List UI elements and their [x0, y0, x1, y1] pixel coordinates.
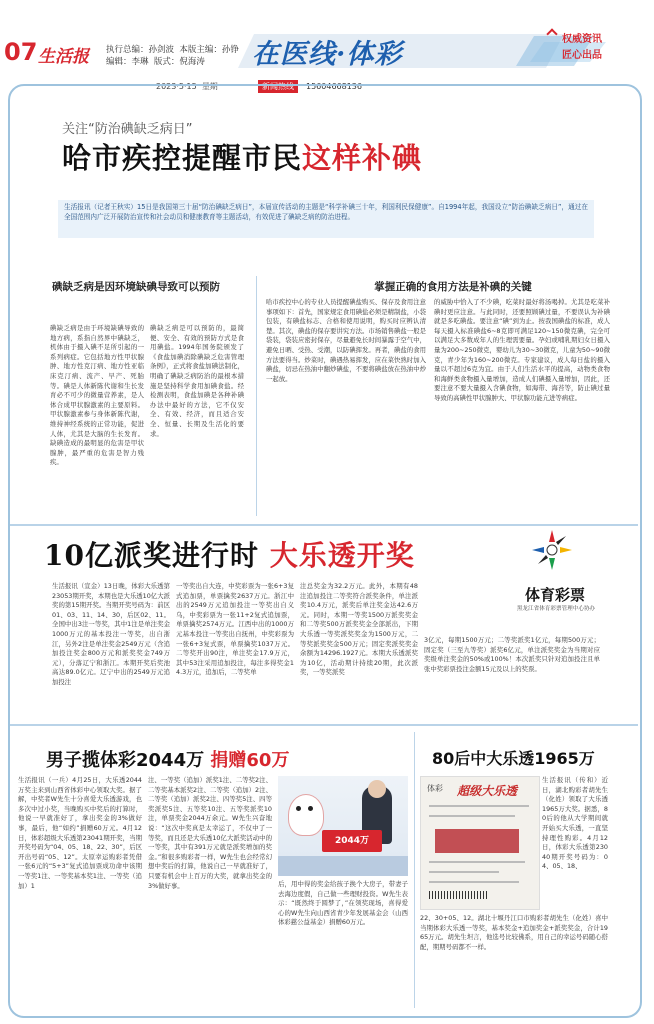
article4-headline: 80后中大乐透1965万 [432, 749, 595, 768]
article3-col-2: 注、一等奖（追加）派奖1注、二等奖2注、二等奖基本派奖2注、二等奖（追加）2注、二等奖（追加）派奖2注、四等奖5注、四等奖派奖5注、五等奖10注、五等奖派奖10注，单票奖金2044万余元。W先生兴奋地说：“这次中奖真是太幸运了，不仅中了一等奖，而且还是大乐透10亿大派奖活动中的一等奖，其中有391万元就是派奖增加的奖金。”和很多购彩者一样，W先生也会经常幻想中奖后的打算，他说自己一早就准好了，只要有机会中上百万的大奖，就拿出奖金的3%做好事。 [148, 776, 272, 890]
lottery-logo-sub: 黑龙江省体育彩票管理中心协办 [516, 606, 596, 612]
article1-subhead-2: 掌握正确的食用方法是补碘的关键 [374, 281, 532, 293]
ticket-line-1 [429, 805, 529, 807]
lottery-ticket-photo [420, 776, 540, 910]
slogan-1: 权威资讯 [562, 34, 602, 45]
prize-check: 2044万 [322, 830, 382, 852]
editor-line-1: 执行总编：孙剑波 本版主编：孙铮 [106, 45, 239, 55]
section-title: 在医线·体彩 [252, 39, 403, 70]
mascot-eye-right [308, 806, 313, 811]
winner-photo [278, 776, 408, 876]
article4-col-1: 生活报讯（传和）近日，湖北购彩者胡先生（化姓）领取了大乐透1965万大奖。据悉，80后的他从大学期间就开始买大乐透，一直坚持理性购彩。4月12日，体彩大乐透第23040期开奖号码为：04、05、18、 [542, 776, 608, 871]
article2-col-1: 生活报讯（宣金）13日晚，体彩大乐透第23053期开奖，本期也是大乐透10亿大派奖的第15期开奖。当期开奖号码为：前区01、03、11、14、30，后区02、11。全国中出3注一等奖，其中1注是单注奖金1000万元的基本投注一等奖，出自浙江，另外2注是单注奖金2549万元（含追加投注奖金800万元和派奖奖金749万元），分落辽宁和浙江。本期开奖后奖池高达89.0亿元。辽宁中出的2549万元追加投注 [52, 582, 170, 686]
section-divider-2 [10, 724, 638, 726]
article3-divider [414, 732, 415, 1008]
article1-kicker: 关注“防治碘缺乏病日” [62, 122, 193, 137]
article1-col-1: 碘缺乏病是由于环境缺碘导致的地方病，系指自然界中碘缺乏，机体由于摄入碘不足所引起的一系列病症。它包括地方性甲状腺肿、地方性克汀病、地方性亚临床克汀病、流产、早产、死胎等。碘是人体新陈代谢和生长发育必不可少的微量营养素，是人体合成甲状腺激素的主要原料。甲状腺激素参与身体新陈代谢，维持神经系统的正常功能，促进人体，尤其是大脑的生长发育。缺碘造成的最明显的危害是甲状腺肿，最严重的危害是智力残疾。 [50, 324, 144, 467]
article3-col-1: 生活报讯（一兵）4月25日，大乐透2044万奖主来到山西省体彩中心领取大奖。据了解，中奖者W先生十分喜爱大乐透游戏，也多次中过小奖，当晚购买中奖后的打算时，他说一早就准好了，拿出奖金的3%做好事，最后，他“如约”捐赠60万元。4月12日，体彩超级大乐透第23041期开奖，当期开奖号码为“04、05、18、22、30”，后区开出号码“05、12”。太原幸运购彩者凭借一张6元的“5+3”复式追加票成功命中该期一等奖1注、一等奖基本奖1注、一等奖（追加）1 [18, 776, 142, 890]
lottery-logo-icon [530, 528, 574, 578]
article1-col-2: 碘缺乏病是可以预防的，最简便、安全、有效的预防方式是食用碘盐。1994年国务院颁发了《食盐加碘消除碘缺乏危害管理条例》，正式将食盐加碘法制化，明确了碘缺乏病防治的最根本措施是坚持科学食用加碘食盐。经检测表明，食盐加碘是各种补碘办法中最好的方法，它不仅安全、有效、经济，而且适合安全、恒量、长期及生活化的要求。 [150, 324, 244, 438]
newspaper-name: 生活报 [38, 47, 89, 67]
date-line: 2023·5·15 星期一 [156, 82, 226, 91]
editor-line-2: 编辑：李琳 版式：倪海涛 [106, 57, 205, 67]
article2-headline: 10亿派奖进行时 大乐透开奖 [44, 539, 415, 572]
section-divider-1 [10, 524, 638, 526]
article1-divider [256, 276, 257, 516]
hotline-number: 15604668136 [306, 82, 362, 91]
article3-headline: 男子揽体彩2044万 捐赠60万 [46, 750, 290, 771]
ticket-line-5 [429, 881, 519, 883]
article4-col-2: 22、30+05、12。湖北十堰丹江口市购彩者胡先生（化姓）喜中当期体彩大乐透一等奖，基本奖金+追加奖金+派奖奖金，合计1965万元。胡先生坦言，他选号比较佛系，用自己的幸运号码随心搭配，期期号码都不一样。 [420, 914, 608, 951]
article1-col-4: 的威胁中恰入了不少碘，吃菜时最好将汤喝掉。尤其是吃菜补碘时更应注意。与此同时，还要照顾碘过量，不要误认为补碘就是多吃碘盐。要注意“碘”到为止。按我国碘盐的标准，成人每天摄入标准碘盐6~8克即可满足120~150微克碘，完全可以满足大多数成年人的生理需要量。孕妇或哺乳期妇女日摄入量为200~250微克，婴幼儿为30~30微克，儿童为50~90微克，青少年为160~200微克。专家建议，成人每日盐的摄入量以不超过6克为宜。由于人们生活水平的提高，动物类食物和海鲜类食物摄入量增加，造成人们碘摄入量增加，因此，还要注意不要大量摄入含碘食物，如海带、海苔等，防止碘过量导致的高碘性甲状腺肿大、甲状腺功能亢进等病症。 [434, 298, 610, 402]
article2-col-3: 注总奖金为32.2万元。此外，本期有48注追加投注二等奖符合派奖条件，单注派奖10.4万元，派奖后单注奖金达42.6万元。同时，本期一等奖1500万派奖奖金和二等奖500万派奖奖金全部派出，下期大乐透一等奖派奖奖金为1500万元，二等奖派奖奖金500万元；固定奖派奖奖金余额为14296.1927元。本期大乐透派奖为10亿，活动期计持续20期，此次派奖，一等奖派奖 [300, 582, 418, 677]
ticket-corner-text: 体彩 [427, 784, 443, 793]
mascot-eye-left [296, 806, 301, 811]
lottery-logo-text: 体育彩票 [524, 586, 585, 604]
article3-col-3: 后，用中得的奖金给孩子换个大房子，带妻子去海边度假，自己做一些理财投资。W先生表示：“既然终于圆梦了，”在领奖现场，喜得爱心的W先生向山西省青少年发展基金会（山西体彩慈公益基金）捐赠60万元。 [278, 880, 408, 927]
article1-lead: 生活报讯（记者王秋实）15日是我国第三十届“防治碘缺乏病日”，本届宣传活动的主题是“科学补碘三十年，利国利民保健康”。自1994年起，我国设立“防治碘缺乏病日”，通过在全国范围内广泛开展防治宣传和社会动员和健康教育等主题活动，有效促进了碘缺乏病的防治进程。 [58, 200, 594, 238]
ticket-line-3 [429, 861, 525, 863]
slogan-2: 匠心出品 [562, 50, 602, 61]
article1-headline: 哈市疾控提醒市民这样补碘 [62, 141, 423, 175]
article2-col-2: 一等奖出自大连，中奖彩票为一张6+3复式追加票，单票擒奖2637万元。浙江中出的2549万元追加投注一等奖出自义乌，中奖彩票为一张11+2复式追加票，单票擒奖2574万元。江西中出的1000万元基本投注一等奖出自抚州，中奖彩票为一张6+3复式票，单票擒奖1037万元。二等奖开出90注，单注奖金17.9万元，其中53注采用追加投注，每注多得奖金14.3万元，追加后，二等奖单 [176, 582, 294, 677]
ticket-line-4 [429, 871, 499, 873]
photo-floor [278, 856, 408, 876]
ticket-title: 超级大乐透 [457, 784, 518, 798]
page-number: 07 [4, 38, 38, 66]
article1-subhead-1: 碘缺乏病是因环境缺碘导致可以预防 [52, 281, 220, 293]
article1-col-3: 哈市疾控中心的专业人员提醒碘盐购买、保存及食用注意事项如下：首先，国家规定食用碘盐必须是精制盐，小袋包装，有碘盐标志、合格和使用说明，购买时应辨认清楚。其次，碘盐的保存要讲究方法。市场销售碘盐一般是袋装，袋装应密封保存，尽量避免长时间暴露于空气中，避免日晒、受热、受潮，以防碘挥发。再者，碘盐的食用方法要得当。炒菜时，碘遇热易挥发，应在菜快熟时加入碘盐，切忌在热油中翻炒碘盐，不要将碘盐放在热油中炒一起放。 [266, 298, 426, 383]
article2-col-4: 3亿元，每期1500万元；二等奖派奖1亿元，每期500万元；固定奖（三至九等奖）派奖6亿元，单注派奖奖金为当期对应奖级单注奖金的50%或100%！本次派奖只针对追加投注且单张中奖彩票投注金额15元及以上的奖票。 [424, 636, 600, 673]
ticket-line-2 [429, 815, 515, 817]
ticket-stamp [435, 829, 519, 853]
person-head [368, 780, 386, 798]
ticket-barcode [429, 891, 489, 899]
hotline-label: 新闻热线 [258, 80, 298, 93]
mascot-shape [288, 794, 324, 836]
